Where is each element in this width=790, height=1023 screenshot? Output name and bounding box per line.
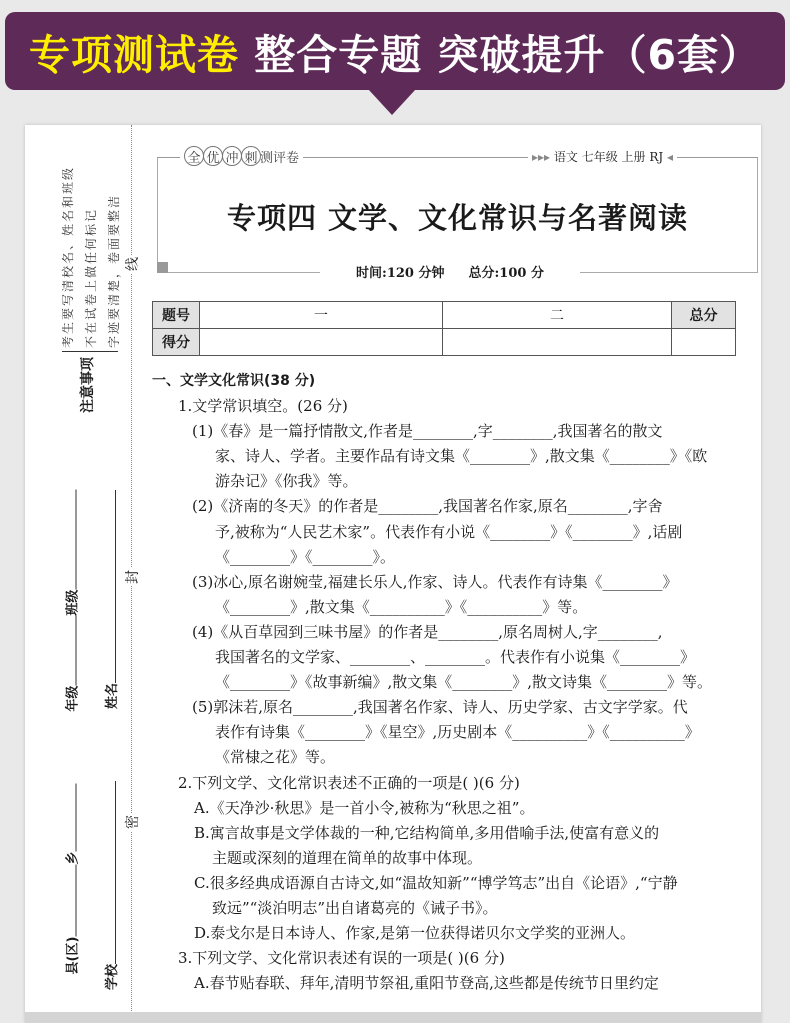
question-line: (3)冰心,原名谢婉莹,福建长乐人,作家、诗人。代表作有诗集《________》 bbox=[192, 572, 678, 591]
grade-label: 年级 bbox=[65, 685, 80, 712]
notes-divider bbox=[62, 351, 118, 352]
arrow-right-icon: ▸▸▸ bbox=[532, 150, 554, 164]
score-cell[interactable] bbox=[672, 329, 736, 356]
section-heading: 一、文学文化常识(38 分) bbox=[152, 373, 316, 389]
school-label: 学校 bbox=[104, 963, 120, 990]
arrow-left-icon: ◂ bbox=[663, 150, 674, 164]
question-line: 《________》,散文集《__________》《__________》等。 bbox=[215, 597, 588, 616]
promo-banner bbox=[5, 12, 785, 90]
banner-text: 整合专题 突破提升（6套） bbox=[254, 30, 762, 79]
question: 1.文学常识填空。(26 分) bbox=[178, 397, 348, 416]
question-line: 予,被称为“人民艺术家”。代表作有小说《________》《________》,话剧 bbox=[215, 522, 683, 541]
note-line: 字迹要清楚，卷面要整洁 bbox=[107, 193, 121, 348]
score-table bbox=[152, 301, 736, 356]
series-brand bbox=[180, 146, 303, 166]
score-cell[interactable] bbox=[443, 329, 672, 356]
seal-char-line: 线 bbox=[122, 255, 142, 273]
brand-char: 刺 bbox=[241, 146, 261, 166]
note-line: 考生要写清校名、姓名和班级 bbox=[61, 165, 75, 348]
question-line: A.春节贴春联、拜年,清明节祭祖,重阳节登高,这些都是传统节日里约定 bbox=[194, 974, 659, 993]
county-field[interactable] bbox=[65, 865, 77, 937]
county-label: 县(区) bbox=[65, 936, 80, 975]
banner-highlight: 专项测试卷 bbox=[28, 30, 239, 79]
question-line: B.寓言故事是文学体裁的一种,它结构简单,多用借喻手法,使富有意义的 bbox=[194, 823, 660, 842]
subject-text: 语文 七年级 上册 RJ bbox=[553, 150, 664, 164]
question-line: 游杂记》《你我》等。 bbox=[215, 472, 358, 491]
seal-char-secret: 密 bbox=[122, 813, 142, 831]
note-line: 不在试卷上做任何标记 bbox=[84, 207, 98, 348]
time-score-info bbox=[320, 262, 580, 281]
page-title: 专项四 文学、文化常识与名著阅读 bbox=[226, 201, 689, 235]
question-line: (5)郭沫若,原名________,我国著名作家、诗人、历史学家、古文字学家。代 bbox=[192, 698, 688, 717]
brand-suffix: 测评卷 bbox=[260, 150, 300, 166]
class-field[interactable] bbox=[65, 490, 77, 590]
header-cell: 一 bbox=[200, 302, 443, 329]
brand-char: 优 bbox=[203, 146, 223, 166]
brand-char: 冲 bbox=[222, 146, 242, 166]
page-edge bbox=[25, 1012, 761, 1023]
question-line: (2)《济南的冬天》的作者是________,我国著名作家,原名________,字舍 bbox=[192, 497, 663, 516]
question-line: D.泰戈尔是日本诗人、作家,是第一位获得诺贝尔文学奖的亚洲人。 bbox=[194, 924, 636, 943]
question-line: 《常棣之花》等。 bbox=[215, 748, 336, 767]
student-info-column-2 bbox=[100, 490, 120, 990]
grade-field[interactable] bbox=[65, 616, 77, 686]
exam-time: 时间:120 分钟 bbox=[356, 266, 445, 281]
score-row-label: 得分 bbox=[153, 329, 200, 356]
question-line: 我国著名的文学家、________、________。代表作有小说集《________》 bbox=[215, 648, 696, 667]
question-line: 表作有诗集《________》《星空》,历史剧本《__________》《__________》 bbox=[215, 723, 700, 742]
name-field[interactable] bbox=[104, 490, 116, 683]
student-info-column-1 bbox=[61, 490, 81, 975]
exam-total-score: 总分:100 分 bbox=[468, 266, 544, 281]
score-cell[interactable] bbox=[200, 329, 443, 356]
class-label: 班级 bbox=[65, 589, 80, 616]
school-field[interactable] bbox=[104, 781, 116, 964]
header-cell: 二 bbox=[443, 302, 672, 329]
question-line: C.很多经典成语源自古诗文,如“温故知新”“博学笃志”出自《论语》,“宁静 bbox=[194, 873, 678, 892]
exam-content bbox=[152, 369, 742, 996]
question-line: 《________》《________》。 bbox=[215, 547, 396, 566]
township-label: 乡 bbox=[65, 851, 80, 865]
question-line: 《________》《故事新编》,散文集《________》,散文诗集《________》等。 bbox=[215, 673, 713, 692]
subject-tag bbox=[528, 148, 677, 165]
banner-pointer bbox=[368, 89, 416, 115]
question: 2.下列文学、文化常识表述不正确的一项是( )(6 分) bbox=[178, 773, 520, 792]
exam-notes bbox=[57, 163, 126, 348]
brand-char: 全 bbox=[184, 146, 204, 166]
notes-title: 注意事项 bbox=[80, 357, 96, 413]
question-line: A.《天净沙·秋思》是一首小令,被称为“秋思之祖”。 bbox=[194, 798, 535, 817]
question-line: (4)《从百草园到三味书屋》的作者是________,原名周树人,字________, bbox=[192, 622, 663, 641]
township-field[interactable] bbox=[65, 784, 77, 852]
question-line: 家、诗人、学者。主要作品有诗文集《________》,散文集《________》《欧 bbox=[215, 447, 708, 466]
header-cell: 题号 bbox=[153, 302, 200, 329]
question-line: (1)《春》是一篇抒情散文,作者是________,字________,我国著名的散文 bbox=[192, 422, 663, 441]
question-line: 主题或深刻的道理在简单的故事中体现。 bbox=[212, 848, 483, 867]
question-line: 致远”“淡泊明志”出自诸葛亮的《诫子书》。 bbox=[212, 898, 498, 917]
seal-char-seal: 封 bbox=[122, 568, 142, 586]
header-cell: 总分 bbox=[672, 302, 736, 329]
name-label: 姓名 bbox=[104, 682, 120, 709]
corner-square bbox=[157, 262, 168, 273]
question: 3.下列文学、文化常识表述有误的一项是( )(6 分) bbox=[178, 949, 505, 968]
